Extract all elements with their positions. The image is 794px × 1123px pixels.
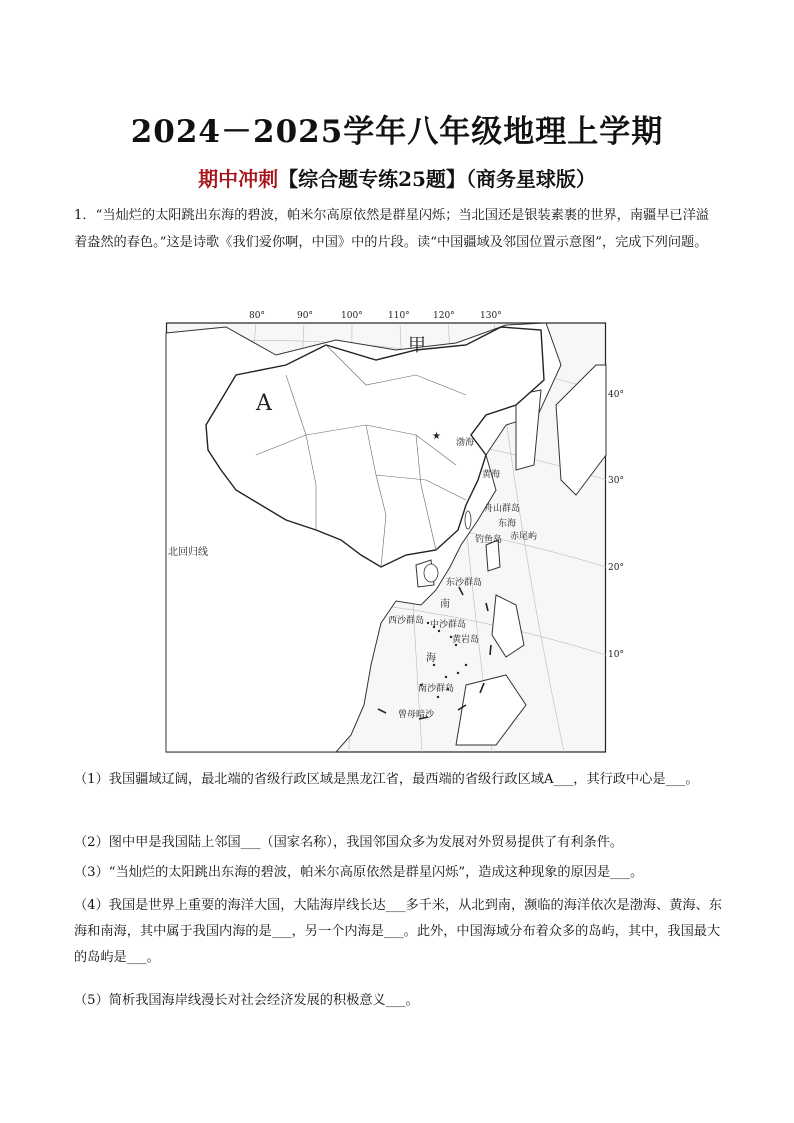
capital-star: ★: [432, 431, 441, 442]
place-label: 西沙群岛: [388, 616, 425, 626]
lat-label: 30°: [608, 476, 624, 486]
subquestion-3: （3）“当灿烂的太阳跳出东海的碧波，帕米尔高原依然是群星闪烁”，造成这种现象的原因是___。: [74, 865, 644, 880]
place-label: 渤海: [456, 438, 475, 448]
lat-label: 20°: [608, 563, 624, 573]
place-label: 南: [440, 599, 450, 610]
question-1-intro: 1．“当灿烂的太阳跳出东海的碧波，帕米尔高原依然是群星闪烁；当北国还是银装素裹的世界，南疆早已洋溢着盎然的春色。”这是诗歌《我们爱你啊，中国》中的片段。读“中国疆域及邻国位置示意图”，完成下列问题。: [74, 208, 709, 250]
subquestion-4: （4）我国是世界上重要的海洋大国，大陆海岸线长达___多千米，从北到南，濒临的海洋依次是渤海、黄海、东海和南海，其中属于我国内海的是___，另一个内海是___。此外，中国海域分布着众多的岛屿，其中，我国最大的岛屿是___。: [74, 898, 722, 965]
lon-label: 80°: [249, 311, 265, 321]
tropic-label: 北回归线: [168, 547, 208, 558]
page-title: 2024－2025学年八年级地理上学期: [130, 114, 664, 150]
place-label: 海: [426, 653, 436, 664]
place-label: 黄海: [482, 470, 501, 480]
place-label: 中沙群岛: [430, 620, 467, 630]
place-label: 东沙群岛: [446, 578, 483, 588]
lon-label: 100°: [341, 311, 363, 321]
subquestion-2: （2）图中甲是我国陆上邻国___（国家名称），我国邻国众多为发展对外贸易提供了有利条件。: [74, 835, 624, 850]
label-jia: 甲: [408, 335, 426, 356]
label-a: A: [256, 391, 272, 416]
lon-label: 130°: [480, 311, 502, 321]
lon-label: 90°: [297, 311, 313, 321]
lon-label: 120°: [433, 311, 455, 321]
place-label: 赤尾屿: [510, 532, 538, 542]
place-label: 舟山群岛: [484, 504, 521, 514]
lon-label: 110°: [388, 311, 410, 321]
page-subtitle: [0, 163, 794, 192]
place-label: 钓鱼岛: [475, 535, 503, 545]
subtitle-text: 【综合题专练25题】（商务星球版）: [278, 167, 596, 191]
place-label: 黄岩岛: [452, 635, 480, 645]
subquestion-1: （1）我国疆域辽阔，最北端的省级行政区域是黑龙江省，最西端的省级行政区域A___，其行政中心是___。: [74, 772, 699, 787]
place-label: 南沙群岛: [418, 684, 455, 694]
place-label: 曾母暗沙: [398, 710, 435, 720]
china-map: [166, 305, 624, 753]
subtitle-highlight: 期中冲刺: [198, 167, 279, 191]
lat-label: 40°: [608, 390, 624, 400]
subquestion-5: （5）简析我国海岸线漫长对社会经济发展的积极意义___。: [74, 993, 419, 1008]
place-label: 东海: [498, 519, 517, 529]
lat-label: 10°: [608, 650, 624, 660]
